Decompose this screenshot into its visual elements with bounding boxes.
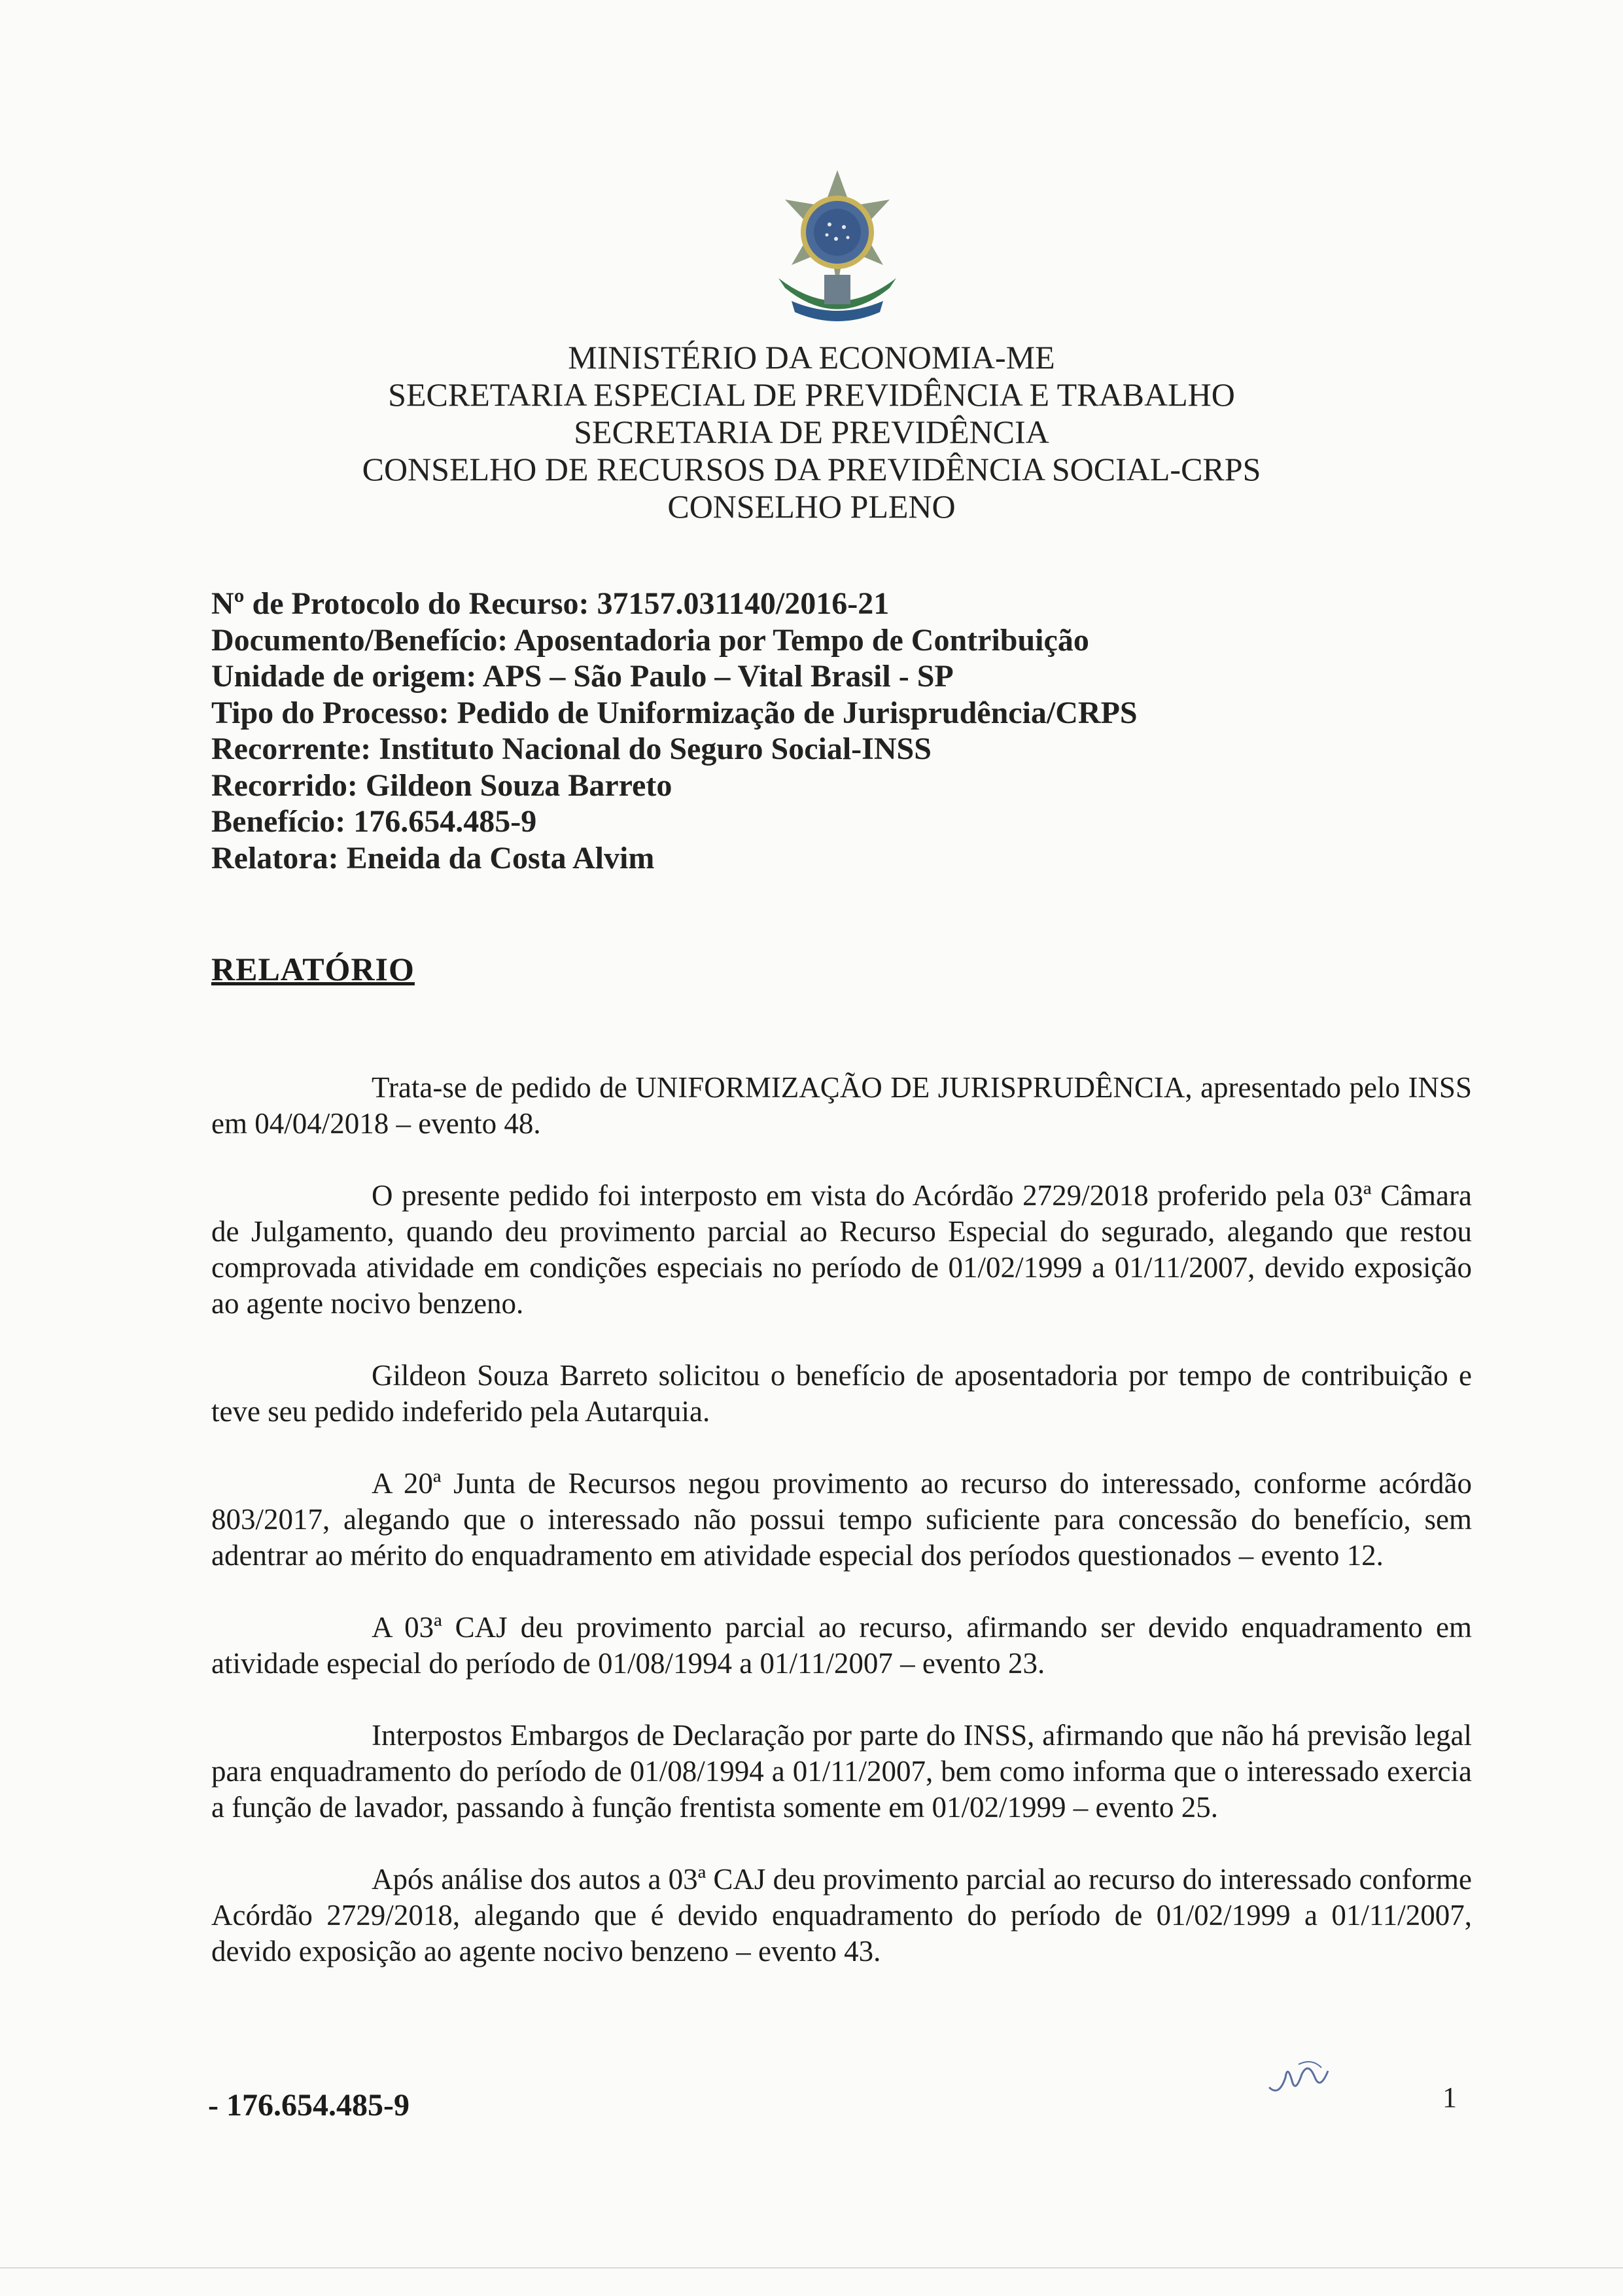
page-edge-divider (0, 2267, 1623, 2269)
header-line-special-secretariat: SECRETARIA ESPECIAL DE PREVIDÊNCIA E TRABALHO (388, 376, 1235, 413)
appellee: Recorrido: Gildeon Souza Barreto (211, 768, 672, 803)
section-title: RELATÓRIO (211, 951, 415, 987)
header-line-plenary: CONSELHO PLENO (667, 488, 956, 525)
header-line-secretariat: SECRETARIA DE PREVIDÊNCIA (574, 414, 1049, 450)
paragraph: Após análise dos autos a 03ª CAJ deu provimento parcial ao recurso do interessado conforme Acórdão 2729/2018, alegando que é devido enquadramento do período de 01/02/1999 a 01/11/2007, devido exposição ao agente nocivo benzeno – evento 43. (211, 1863, 1472, 1968)
page-number: 1 (1442, 2081, 1457, 2113)
paragraph: Trata-se de pedido de UNIFORMIZAÇÃO DE JURISPRUDÊNCIA, apresentado pelo INSS em 04/04/2018 – evento 48. (211, 1071, 1472, 1140)
header-line-ministry: MINISTÉRIO DA ECONOMIA-ME (568, 339, 1055, 376)
paragraph: O presente pedido foi interposto em vista do Acórdão 2729/2018 proferido pela 03ª Câmara de Julgamento, quando deu provimento parcial ao Recurso Especial do segurado, alegando que restou comprovada atividade em condições especiais no período de 01/02/1999 a 01/11/2007, devido exposição ao agente nocivo benzeno. (211, 1179, 1472, 1320)
paragraph: Gildeon Souza Barreto solicitou o benefício de aposentadoria por tempo de contribuição e teve seu pedido indeferido pela Autarquia. (211, 1359, 1472, 1428)
origin-unit: Unidade de origem: APS – São Paulo – Vital Brasil - SP (211, 659, 954, 694)
paragraph: Interpostos Embargos de Declaração por parte do INSS, afirmando que não há previsão legal para enquadramento do período de 01/08/1994 a 01/11/2007, bem como informa que o interessado exercia a função de lavador, passando à função frentista somente em 01/02/1999 – evento 25. (211, 1719, 1472, 1824)
handwritten-initials-icon (1263, 2051, 1335, 2104)
benefit-number: Benefício: 176.654.485-9 (211, 804, 537, 839)
protocol-number: Nº de Protocolo do Recurso: 37157.031140/2016-21 (211, 586, 890, 621)
process-type: Tipo do Processo: Pedido de Uniformização de Jurisprudência/CRPS (211, 695, 1138, 730)
rapporteur: Relatora: Eneida da Costa Alvim (211, 840, 655, 875)
paragraph: A 03ª CAJ deu provimento parcial ao recurso, afirmando ser devido enquadramento em atividade especial do período de 01/08/1994 a 01/11/2007 – evento 23. (211, 1611, 1472, 1680)
header-line-council: CONSELHO DE RECURSOS DA PREVIDÊNCIA SOCIAL-CRPS (362, 451, 1261, 487)
document-benefit: Documento/Benefício: Aposentadoria por Tempo de Contribuição (211, 622, 1089, 658)
paragraph: A 20ª Junta de Recursos negou provimento ao recurso do interessado, conforme acórdão 803/2017, alegando que o interessado não possui tempo suficiente para concessão do benefício, sem adentrar ao mérito do enquadramento em atividade especial dos períodos questionados – evento 12. (211, 1467, 1472, 1572)
footer-benefit-number: - 176.654.485-9 (208, 2088, 410, 2123)
coat-of-arms-icon (752, 167, 922, 330)
case-info-block (211, 586, 1454, 876)
appellant: Recorrente: Instituto Nacional do Seguro Social-INSS (211, 732, 932, 766)
report-body (211, 1070, 1472, 2005)
institution-header (0, 339, 1623, 525)
